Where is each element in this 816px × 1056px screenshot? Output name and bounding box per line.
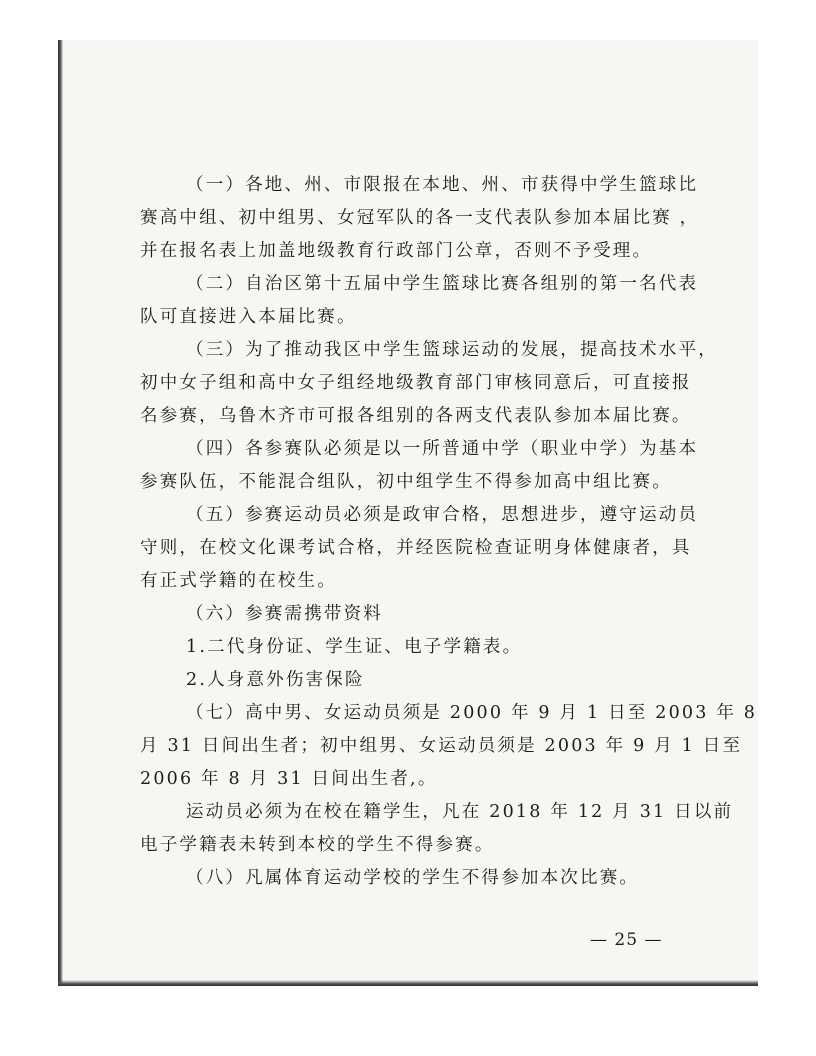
paragraph-4-line-1: （四）各参赛队必须是以一所普通中学（职业中学）为基本	[186, 439, 699, 459]
paragraph-4-line-2: 参赛队伍，不能混合组队，初中组学生不得参加高中组比赛。	[140, 472, 672, 492]
paragraph-5-line-3: 有正式学籍的在校生。	[140, 571, 337, 591]
paragraph-6-heading: （六）参赛需携带资料	[186, 604, 383, 624]
paragraph-1-line-3: 并在报名表上加盖地级教育行政部门公章，否则不予受理。	[140, 241, 653, 261]
paragraph-3-line-1: （三）为了推动我区中学生篮球运动的发展，提高技术水平，	[186, 340, 718, 360]
paragraph-7-line-2: 月 31 日间出生者；初中组男、女运动员须是 2003 年 9 月 1 日至	[140, 736, 743, 756]
paragraph-1-line-1: （一）各地、州、市限报在本地、州、市获得中学生篮球比	[186, 175, 699, 195]
paragraph-7-line-1: （七）高中男、女运动员须是 2000 年 9 月 1 日至 2003 年 8	[186, 703, 758, 723]
paragraph-2-line-2: 队可直接进入本届比赛。	[140, 307, 357, 327]
paragraph-5-line-2: 守则，在校文化课考试合格，并经医院检查证明身体健康者，具	[140, 538, 692, 558]
paragraph-2-line-1: （二）自治区第十五届中学生篮球比赛各组别的第一名代表	[186, 274, 699, 294]
paragraph-9-line-1: （八）凡属体育运动学校的学生不得参加本次比赛。	[186, 868, 640, 888]
paragraph-1-line-2: 赛高中组、初中组男、女冠军队的各一支代表队参加本届比赛 ，	[140, 208, 700, 228]
paragraph-3-line-3: 名参赛，乌鲁木齐市可报各组别的各两支代表队参加本届比赛。	[140, 406, 692, 426]
page-number: — 25 —	[590, 930, 663, 950]
paragraph-7-line-3: 2006 年 8 月 31 日间出生者,。	[140, 769, 438, 789]
paragraph-3-line-2: 初中女子组和高中女子组经地级教育部门审核同意后，可直接报	[140, 373, 692, 393]
list-item-2: 2.人身意外伤害保险	[186, 670, 365, 690]
paragraph-8-line-1: 运动员必须为在校在籍学生，凡在 2018 年 12 月 31 日以前	[186, 802, 734, 822]
list-item-1: 1.二代身份证、学生证、电子学籍表。	[186, 637, 523, 657]
paragraph-5-line-1: （五）参赛运动员必须是政审合格，思想进步，遵守运动员	[186, 505, 699, 525]
paragraph-8-line-2: 电子学籍表未转到本校的学生不得参赛。	[140, 835, 495, 855]
